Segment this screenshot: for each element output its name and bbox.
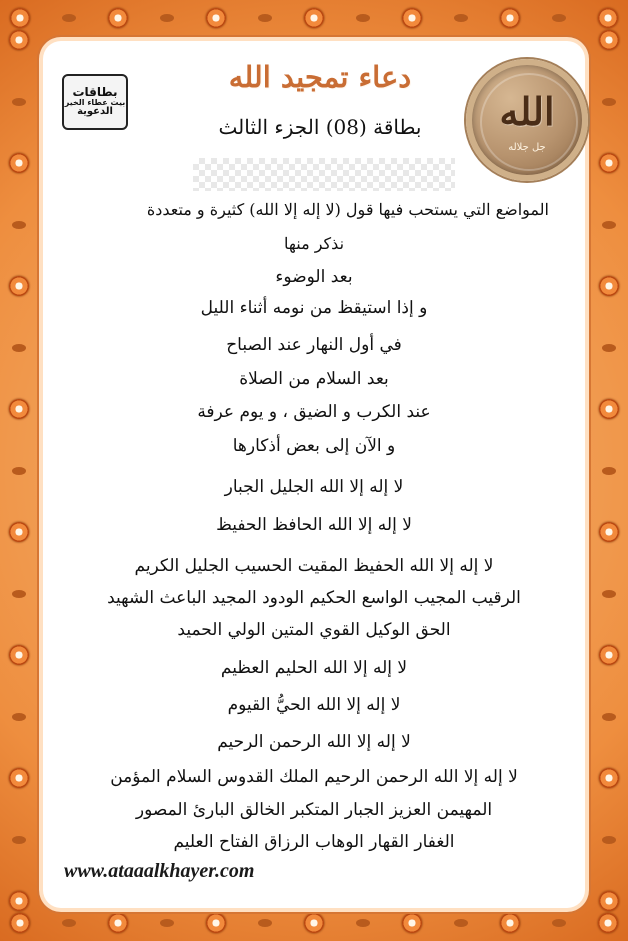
left-floral-border — [5, 30, 33, 911]
logo-line-1: بطاقات — [72, 85, 118, 100]
medallion-main-text: الله — [499, 89, 555, 134]
leaf-icon — [602, 221, 616, 229]
dhikr-line: لا إله إلا الله الحليم العظيم — [220, 658, 408, 678]
occasion-line: و إذا استيقظ من نومه أثناء الليل — [200, 298, 428, 318]
top-floral-border — [10, 4, 618, 32]
bottom-floral-border — [10, 909, 618, 937]
leaf-icon — [602, 713, 616, 721]
flower-icon — [206, 8, 226, 28]
occasion-line: بعد الوضوء — [275, 267, 353, 287]
intro-line-1: المواضع التي يستحب فيها قول (لا إله إلا الله) كثيرة و متعددة — [146, 200, 549, 219]
leaf-icon — [454, 14, 468, 22]
leaf-icon — [552, 14, 566, 22]
dhikr-line: لا إله إلا الله الجليل الجبار — [224, 477, 404, 497]
leaf-icon — [62, 919, 76, 927]
flower-icon — [9, 276, 29, 296]
flower-icon — [599, 399, 619, 419]
flower-icon — [599, 891, 619, 911]
page-subtitle: بطاقة (08) الجزء الثالث — [218, 115, 422, 139]
right-floral-border — [595, 30, 623, 911]
publisher-logo — [62, 74, 128, 130]
leaf-icon — [12, 590, 26, 598]
leaf-icon — [12, 467, 26, 475]
dhikr-line: لا إله إلا الله الرحمن الرحيم الملك القدوس السلام المؤمن — [110, 767, 518, 787]
leaf-icon — [160, 919, 174, 927]
dhikr-line: لا إله إلا الله الحيُّ القيوم — [227, 695, 401, 715]
leaf-icon — [602, 344, 616, 352]
flower-icon — [9, 30, 29, 50]
leaf-icon — [12, 98, 26, 106]
flower-icon — [599, 276, 619, 296]
leaf-icon — [356, 919, 370, 927]
flower-icon — [9, 399, 29, 419]
flower-icon — [500, 8, 520, 28]
leaf-icon — [602, 836, 616, 844]
website-url[interactable]: www.ataaalkhayer.com — [64, 860, 255, 882]
occasion-line: في أول النهار عند الصباح — [226, 335, 402, 355]
dhikr-line: لا إله إلا الله الحافظ الحفيظ — [216, 515, 412, 535]
allah-medallion — [466, 59, 588, 181]
flower-icon — [9, 153, 29, 173]
page-title: دعاء تمجيد الله — [228, 60, 412, 94]
leaf-icon — [356, 14, 370, 22]
occasion-line: بعد السلام من الصلاة — [239, 369, 389, 389]
leaf-icon — [62, 14, 76, 22]
flower-icon — [10, 913, 30, 933]
leaf-icon — [12, 836, 26, 844]
flower-icon — [9, 522, 29, 542]
decorative-checker — [193, 158, 455, 191]
leaf-icon — [12, 344, 26, 352]
flower-icon — [599, 768, 619, 788]
flower-icon — [9, 645, 29, 665]
flower-icon — [599, 522, 619, 542]
flower-icon — [599, 30, 619, 50]
dhikr-line: لا إله إلا الله الرحمن الرحيم — [217, 732, 411, 752]
dhikr-line: لا إله إلا الله الحفيظ المقيت الحسيب الجليل الكريم — [134, 556, 494, 576]
flower-icon — [402, 913, 422, 933]
flower-icon — [108, 8, 128, 28]
leaf-icon — [552, 919, 566, 927]
flower-icon — [599, 153, 619, 173]
leaf-icon — [602, 590, 616, 598]
flower-icon — [206, 913, 226, 933]
flower-icon — [599, 645, 619, 665]
intro-line-2: نذكر منها — [283, 234, 345, 253]
flower-icon — [304, 913, 324, 933]
leaf-icon — [454, 919, 468, 927]
leaf-icon — [12, 221, 26, 229]
occasion-line: و الآن إلى بعض أذكارها — [232, 436, 396, 456]
flower-icon — [500, 913, 520, 933]
leaf-icon — [258, 919, 272, 927]
flower-icon — [402, 8, 422, 28]
leaf-icon — [602, 467, 616, 475]
flower-icon — [10, 8, 30, 28]
logo-line-3: الدعوية — [77, 106, 113, 118]
occasion-line: عند الكرب و الضيق ، و يوم عرفة — [197, 402, 431, 422]
dhikr-line: الغفار القهار الوهاب الرزاق الفتاح العليم — [173, 832, 455, 852]
logo-line-2: بيت عطاء الخير — [64, 97, 126, 107]
leaf-icon — [160, 14, 174, 22]
flower-icon — [108, 913, 128, 933]
dhikr-line: الحق الوكيل القوي المتين الولي الحميد — [177, 620, 451, 640]
leaf-icon — [602, 98, 616, 106]
leaf-icon — [258, 14, 272, 22]
medallion-subtext: جل جلاله — [508, 142, 546, 153]
flower-icon — [304, 8, 324, 28]
leaf-icon — [12, 713, 26, 721]
flower-icon — [9, 768, 29, 788]
dhikr-line: المهيمن العزيز الجبار المتكبر الخالق البارئ المصور — [135, 800, 493, 820]
flower-icon — [9, 891, 29, 911]
flower-icon — [598, 8, 618, 28]
flower-icon — [598, 913, 618, 933]
dhikr-line: الرقيب المجيب الواسع الحكيم الودود المجيد الباعث الشهيد — [107, 588, 521, 608]
